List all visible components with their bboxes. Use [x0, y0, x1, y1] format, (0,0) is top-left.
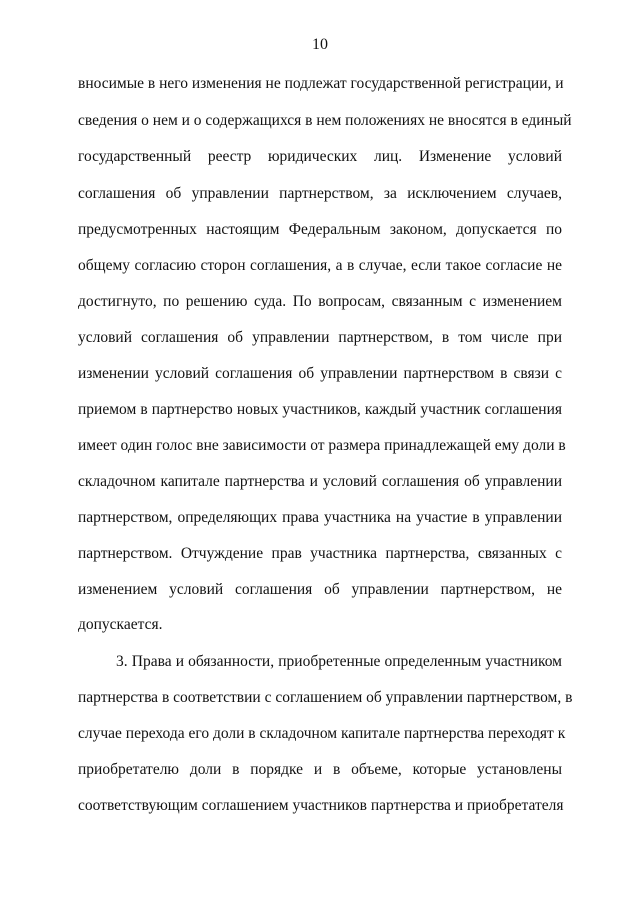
text-line: достигнуто, по решению суда. По вопросам, связанным с изменением — [78, 293, 562, 310]
text-line: условий соглашения об управлении партнерством, в том числе при — [78, 329, 562, 346]
text-line: имеет один голос вне зависимости от размера принадлежащей ему доли в — [78, 437, 566, 454]
text-line: приобретателю доли в порядке и в объеме, которые установлены — [78, 761, 562, 778]
text-line: партнерством. Отчуждение прав участника партнерства, связанных с — [78, 545, 562, 562]
text-line: сведения о нем и о содержащихся в нем положениях не вносятся в единый — [78, 112, 572, 129]
text-line: партнерства в соответствии с соглашением об управлении партнерством, в — [78, 689, 573, 706]
text-line: складочном капитале партнерства и условий соглашения об управлении — [78, 473, 562, 490]
text-line: приемом в партнерство новых участников, каждый участник соглашения — [78, 401, 562, 418]
text-line: 3. Права и обязанности, приобретенные определенным участником — [116, 653, 562, 670]
text-line: случае перехода его доли в складочном капитале партнерства переходят к — [78, 725, 566, 742]
text-line: допускается. — [78, 616, 163, 633]
text-line: соответствующим соглашением участников партнерства и приобретателя — [78, 797, 564, 814]
text-line: общему согласию сторон соглашения, а в случае, если такое согласие не — [78, 257, 562, 274]
text-line: вносимые в него изменения не подлежат государственной регистрации, и — [78, 75, 564, 92]
text-line: государственный реестр юридических лиц. Изменение условий — [78, 148, 562, 165]
text-line: изменением условий соглашения об управлении партнерством, не — [78, 581, 562, 598]
text-line: изменении условий соглашения об управлении партнерством в связи с — [78, 365, 562, 382]
text-line: партнерством, определяющих права участника на участие в управлении — [78, 509, 562, 526]
page-number: 10 — [312, 36, 328, 53]
text-line: соглашения об управлении партнерством, за исключением случаев, — [78, 185, 562, 202]
text-line: предусмотренных настоящим Федеральным законом, допускается по — [78, 221, 562, 238]
